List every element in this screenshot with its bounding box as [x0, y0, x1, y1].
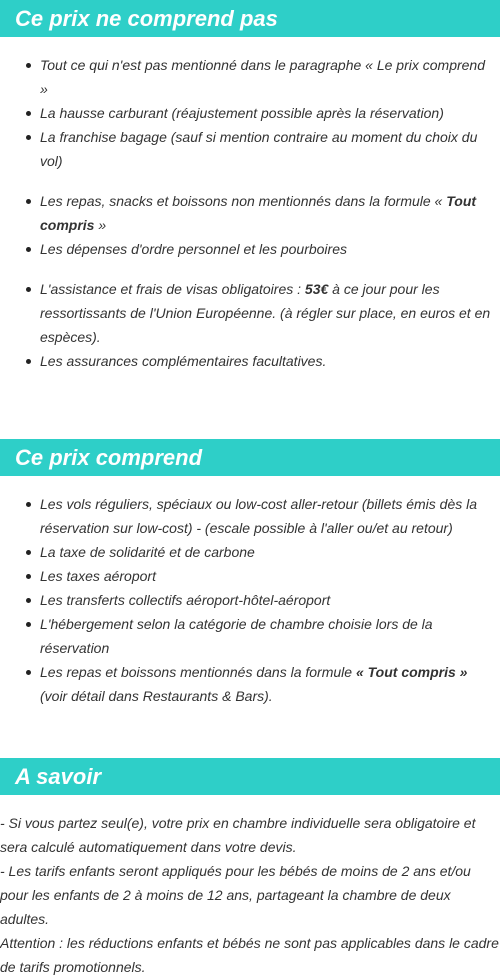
item-text: Les dépenses d'ordre personnel et les pourboires — [40, 241, 347, 257]
item-text-bold: 53€ — [304, 281, 329, 297]
item-text: Les transferts collectifs aéroport-hôtel-aéroport — [40, 592, 331, 608]
item-text: La taxe de solidarité et de carbone — [40, 544, 255, 560]
bullet-dot-icon — [26, 63, 31, 68]
item-text: La franchise bagage (sauf si mention contraire au moment du choix du vol) — [40, 129, 478, 169]
bullet-dot-icon — [26, 247, 31, 252]
item-text: Les taxes aéroport — [40, 568, 156, 584]
list-item — [0, 189, 500, 237]
bullet-dot-icon — [26, 550, 31, 555]
item-text: L'hébergement selon la catégorie de chambre choisie lors de la réservation — [40, 616, 433, 656]
bullet-dot-icon — [26, 574, 31, 579]
item-text-pre: L'assistance et frais de visas obligatoires : — [40, 281, 305, 297]
savoir-line: Attention : les réductions enfants et bébés ne sont pas applicables dans le cadre de tarifs promotionnels. — [0, 935, 499, 975]
item-text-bold: « Tout compris » — [355, 664, 468, 680]
item-text-pre: Les repas, snacks et boissons non mentionnés dans la formule « — [40, 193, 447, 209]
savoir-text-block — [0, 811, 500, 979]
item-text: Les assurances complémentaires facultatives. — [40, 353, 327, 369]
list-item — [0, 660, 500, 708]
bullet-dot-icon — [26, 359, 31, 364]
savoir-line: - Si vous partez seul(e), votre prix en chambre individuelle sera obligatoire et sera calculé automatiquement dans votre devis. — [0, 815, 476, 855]
item-text-pre: Les repas et boissons mentionnés dans la formule — [40, 664, 356, 680]
list-item — [0, 612, 500, 660]
item-text: Tout ce qui n'est pas mentionné dans le paragraphe « Le prix comprend » — [40, 57, 485, 97]
item-text-post: » — [94, 217, 107, 233]
bullet-dot-icon — [26, 199, 31, 204]
item-text: La hausse carburant (réajustement possible après la réservation) — [40, 105, 444, 121]
bullet-dot-icon — [26, 111, 31, 116]
item-text: Les vols réguliers, spéciaux ou low-cost aller-retour (billets émis dès la réservation sur low-cost) - (escale possible à l'aller ou/et au retour) — [40, 496, 478, 536]
excludes-list — [0, 53, 500, 373]
section-title-includes: Ce prix comprend — [0, 439, 500, 476]
list-item — [0, 564, 500, 588]
list-item — [0, 277, 500, 349]
list-item — [0, 540, 500, 564]
bullet-dot-icon — [26, 135, 31, 140]
list-item — [0, 53, 500, 101]
bullet-dot-icon — [26, 622, 31, 627]
item-text-post: à ce jour pour les ressortissants de l'Union Européenne. (à régler sur place, en euros et en espèces). — [40, 281, 491, 345]
list-item — [0, 125, 500, 173]
item-text-post: (voir détail dans Restaurants & Bars). — [40, 688, 273, 704]
list-item — [0, 101, 500, 125]
list-item — [0, 492, 500, 540]
section-title-excludes: Ce prix ne comprend pas — [0, 0, 500, 37]
list-item — [0, 237, 500, 261]
bullet-dot-icon — [26, 502, 31, 507]
item-text-bold: Tout compris — [40, 193, 477, 233]
bullet-dot-icon — [26, 598, 31, 603]
list-item — [0, 588, 500, 612]
includes-list — [0, 492, 500, 708]
section-title-savoir: A savoir — [0, 758, 500, 795]
bullet-dot-icon — [26, 287, 31, 292]
savoir-line: - Les tarifs enfants seront appliqués pour les bébés de moins de 2 ans et/ou pour les enfants de 2 à moins de 12 ans, partageant la chambre de deux adultes. — [0, 863, 471, 927]
bullet-dot-icon — [26, 670, 31, 675]
list-item — [0, 349, 500, 373]
